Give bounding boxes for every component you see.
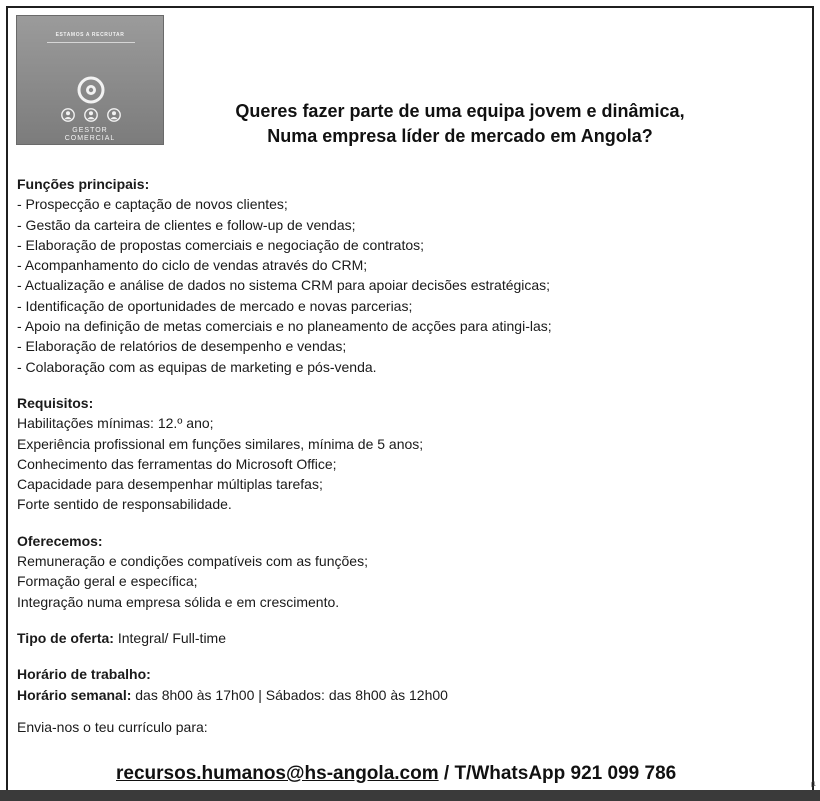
logo-caption-line2: COMERCIAL xyxy=(64,135,116,142)
list-item: Habilitações mínimas: 12.º ano; xyxy=(17,415,214,432)
funcoes-list xyxy=(17,194,797,377)
whatsapp-number: / T/WhatsApp 921 099 786 xyxy=(438,763,677,784)
list-item: Conhecimento das ferramentas do Microsoft Office; xyxy=(17,455,337,472)
list-item: - Identificação de oportunidades de mercado e novas parcerias; xyxy=(17,297,413,314)
person-icon xyxy=(61,108,75,122)
oferecemos-title: Oferecemos: xyxy=(17,532,103,549)
list-item: Remuneração e condições compatíveis com as funções; xyxy=(17,553,368,570)
bottom-rule xyxy=(0,790,820,801)
tipo-oferta xyxy=(17,628,797,648)
list-item: Experiência profissional em funções similares, mínima de 5 anos; xyxy=(17,435,424,452)
list-item: - Elaboração de relatórios de desempenho e vendas; xyxy=(17,338,347,355)
horario-semanal-label: Horário semanal: xyxy=(17,686,132,703)
list-item: - Elaboração de propostas comerciais e negociação de contratos; xyxy=(17,236,425,253)
contact-intro: Envia-nos o teu currículo para: xyxy=(17,718,208,735)
spacer xyxy=(17,515,797,531)
tipo-oferta-label: Tipo de oferta: xyxy=(17,629,114,646)
person-icon xyxy=(84,108,98,122)
logo-divider xyxy=(47,42,135,43)
list-item: Capacidade para desempenhar múltiplas tarefas; xyxy=(17,476,323,493)
horario-semanal-value: das 8h00 às 17h00 | Sábados: das 8h00 às 12h00 xyxy=(131,686,448,703)
list-item: - Actualização e análise de dados no sistema CRM para apoiar decisões estratégicas; xyxy=(17,277,551,294)
list-item: - Apoio na definição de metas comerciais e no planeamento de acções para atingi-las; xyxy=(17,318,552,335)
headline-line2: Numa empresa líder de mercado em Angola? xyxy=(267,126,653,146)
contact-line xyxy=(0,763,820,785)
requisitos-title: Requisitos: xyxy=(17,394,94,411)
list-item: - Acompanhamento do ciclo de vendas através do CRM; xyxy=(17,257,368,274)
horario-semanal xyxy=(17,685,797,705)
list-item: Formação geral e específica; xyxy=(17,573,198,590)
horario-title: Horário de trabalho: xyxy=(17,666,151,683)
logo-caption xyxy=(17,127,163,143)
email-link[interactable]: recursos.humanos@hs-angola.com xyxy=(116,763,439,784)
oferecemos-list xyxy=(17,551,797,612)
funcoes-title: Funções principais: xyxy=(17,176,150,192)
requisitos-list xyxy=(17,413,797,514)
tipo-oferta-value: Integral/ Full-time xyxy=(113,629,227,646)
spacer xyxy=(17,612,797,628)
headline-line1: Queres fazer parte de uma equipa jovem e dinâmica, xyxy=(235,101,685,121)
headline xyxy=(164,99,756,149)
list-item: - Gestão da carteira de clientes e follow-up de vendas; xyxy=(17,216,356,233)
list-item: Forte sentido de responsabilidade. xyxy=(17,496,232,513)
spacer xyxy=(17,648,797,664)
job-description xyxy=(17,174,797,737)
logo-top-text: ESTAMOS A RECRUTAR xyxy=(55,32,125,38)
corner-mark: (1 xyxy=(810,782,816,788)
person-icon xyxy=(107,108,121,122)
list-item: Integração numa empresa sólida e em crescimento. xyxy=(17,593,340,610)
spacer xyxy=(17,705,797,717)
list-item: - Colaboração com as equipas de marketing e pós-venda. xyxy=(17,358,377,375)
spacer xyxy=(17,377,797,393)
logo-caption-line1: GESTOR xyxy=(72,127,108,134)
recruitment-logo xyxy=(16,15,164,145)
list-item: - Prospecção e captação de novos clientes; xyxy=(17,196,288,213)
gear-icon xyxy=(76,75,106,105)
